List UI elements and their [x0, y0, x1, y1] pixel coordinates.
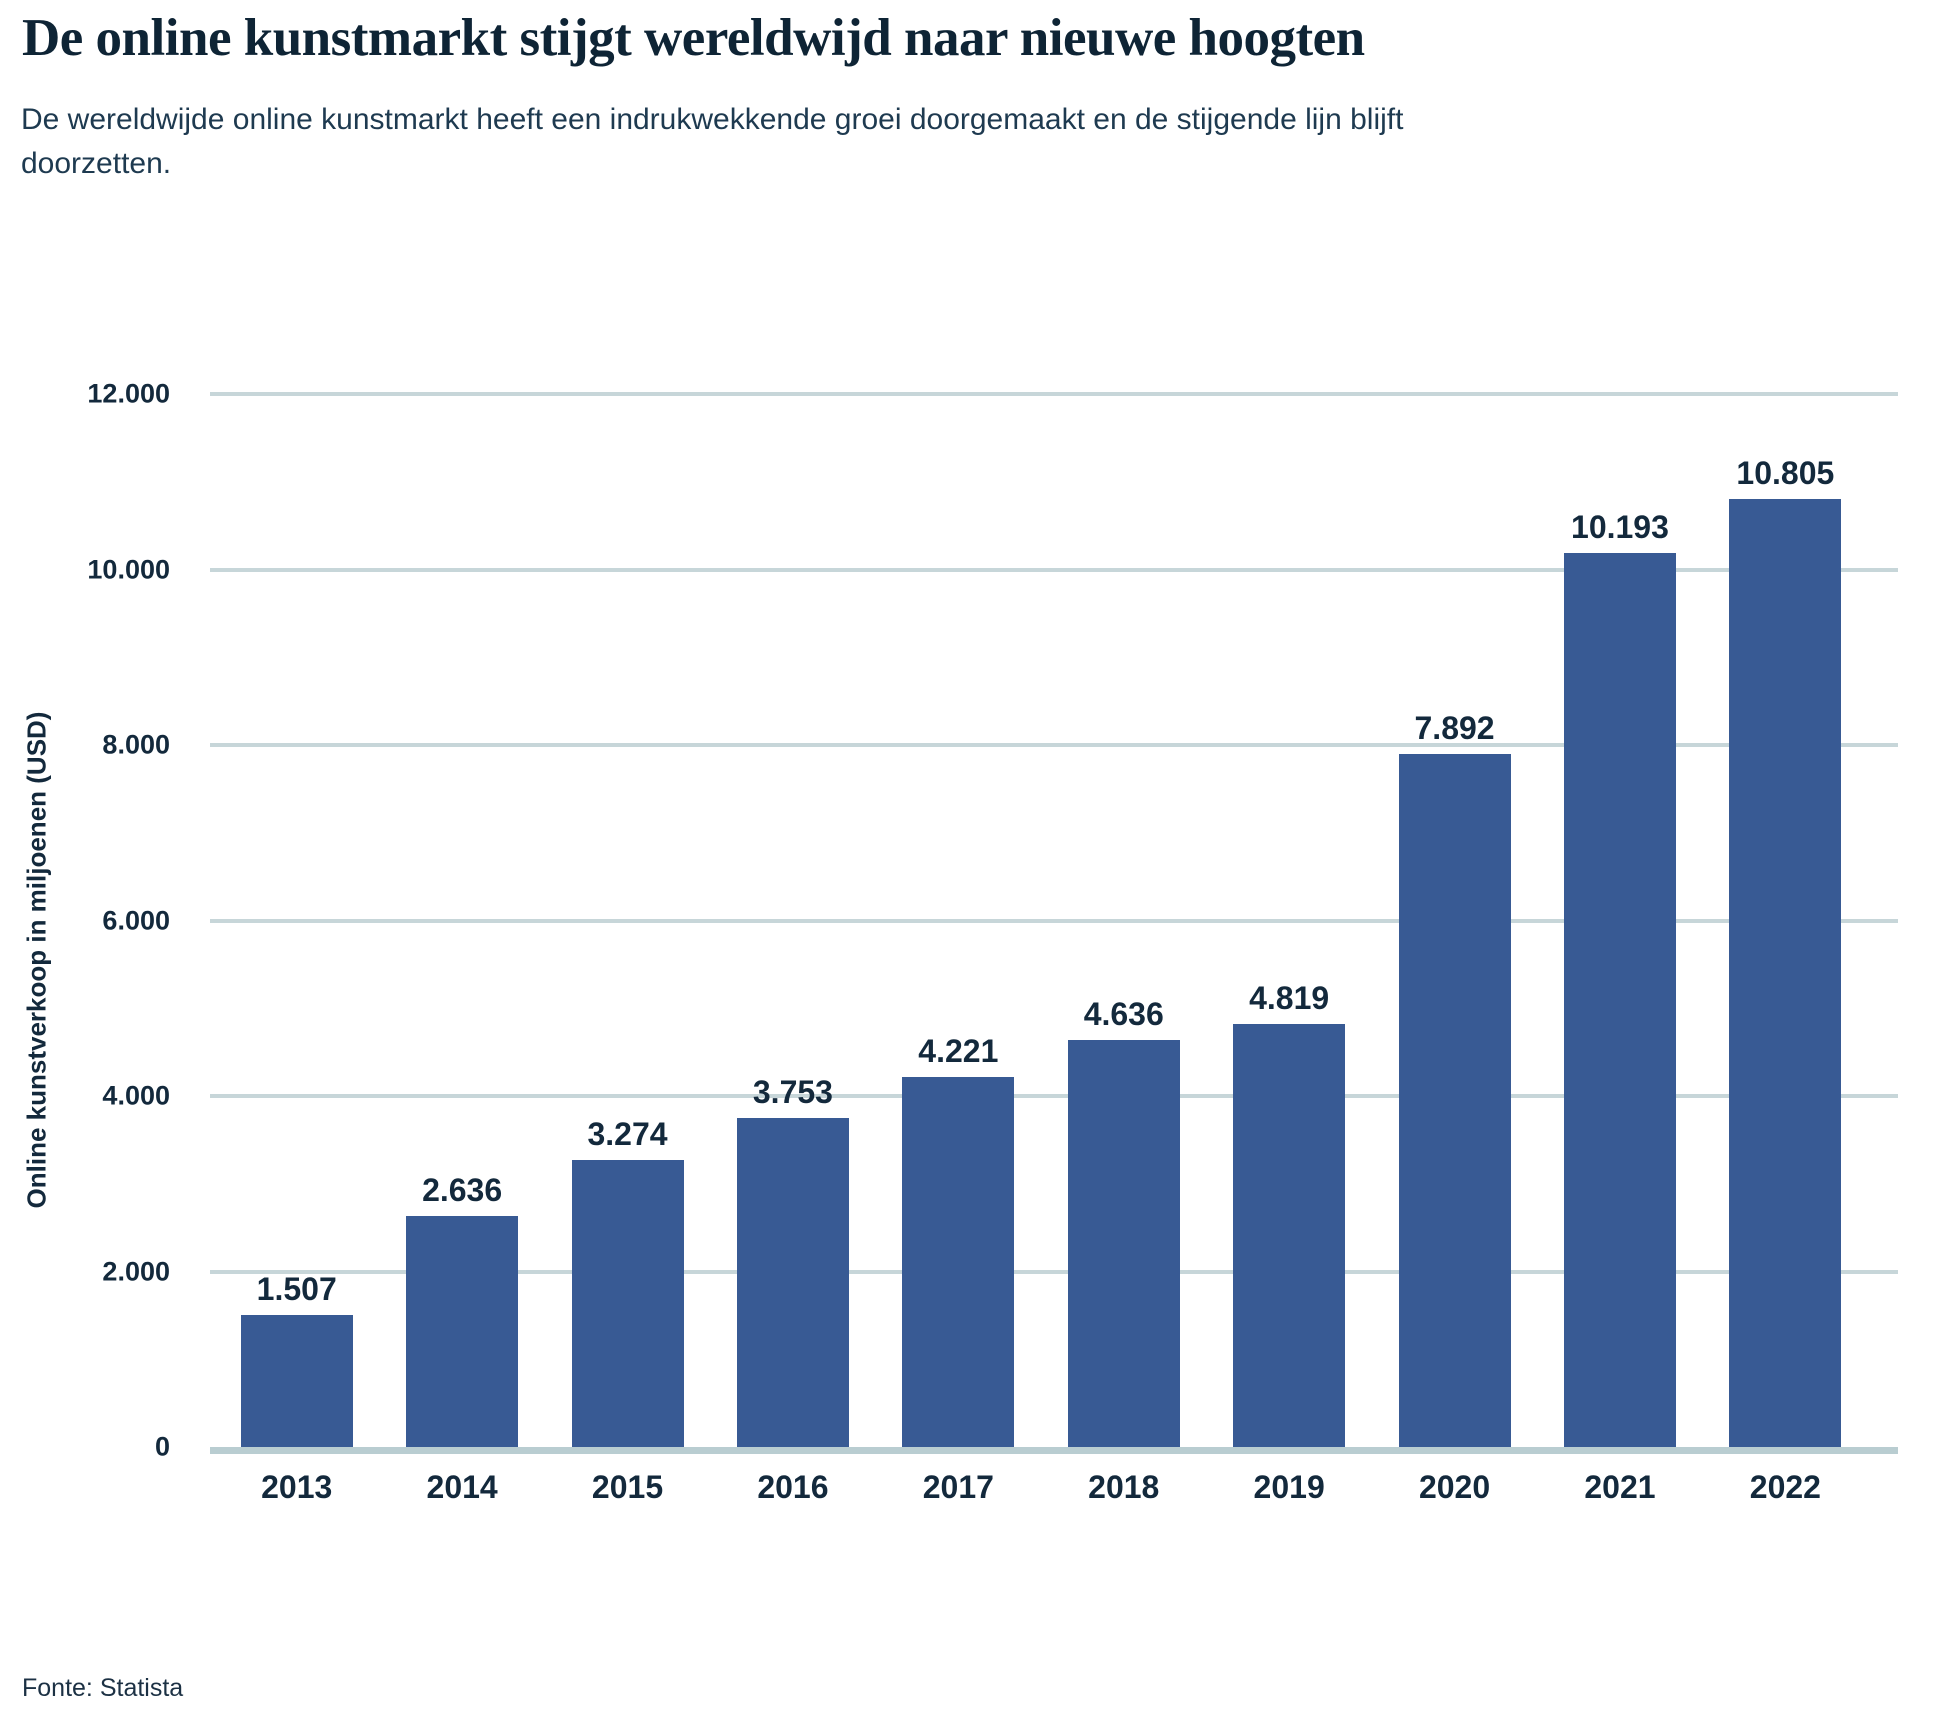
bar-column-2017 — [876, 394, 1041, 1447]
bar-2018 — [1068, 1040, 1180, 1447]
x-axis-label-2022: 2022 — [1749, 1469, 1821, 1505]
x-axis-label-2013: 2013 — [261, 1469, 333, 1505]
x-axis-label-2017: 2017 — [922, 1469, 994, 1505]
y-tick-label: 12.000 — [87, 378, 170, 409]
bar-value-label: 1.507 — [256, 1270, 337, 1307]
bar-2020 — [1399, 754, 1511, 1447]
y-tick-label: 10.000 — [87, 554, 170, 584]
bar-value-label: 4.636 — [1083, 996, 1164, 1033]
bar-2014 — [406, 1216, 518, 1447]
x-axis-label-2020: 2020 — [1418, 1469, 1491, 1505]
bar-value-label: 10.193 — [1571, 508, 1669, 545]
bar-column-2020 — [1372, 394, 1537, 1447]
y-tick-label: 2.000 — [102, 1256, 170, 1286]
x-axis-label-2016: 2016 — [757, 1469, 829, 1505]
x-axis-label-2015: 2015 — [591, 1469, 664, 1505]
bar-column-2016 — [710, 394, 875, 1447]
bar-2021 — [1564, 553, 1676, 1447]
bar-2013 — [241, 1315, 353, 1447]
bar-2019 — [1233, 1024, 1345, 1447]
x-axis-label-2018: 2018 — [1088, 1469, 1160, 1505]
bar-column-2015 — [545, 394, 710, 1447]
bar-column-2018 — [1041, 394, 1206, 1447]
chart-title: De online kunstmarkt stijgt wereldwijd naar nieuwe hoogten — [22, 9, 1365, 67]
bar-2015 — [572, 1160, 684, 1447]
bar-column-2022 — [1703, 394, 1868, 1447]
bar-column-2013 — [214, 394, 379, 1447]
source-note: Fonte: Statista — [22, 1674, 184, 1702]
y-tick-label: 6.000 — [102, 905, 170, 935]
bar-column-2021 — [1537, 394, 1702, 1447]
bar-column-2019 — [1206, 394, 1371, 1447]
x-axis-baseline — [210, 1447, 1898, 1454]
bar-value-label: 3.753 — [752, 1073, 833, 1110]
x-axis-label-2021: 2021 — [1584, 1469, 1656, 1505]
x-axis-label-2019: 2019 — [1253, 1469, 1325, 1505]
bar-value-label: 4.221 — [918, 1032, 999, 1069]
bar-value-label: 10.805 — [1736, 454, 1835, 491]
bar-value-label: 4.819 — [1249, 980, 1330, 1017]
bar-value-label: 7.892 — [1414, 710, 1495, 747]
bar-2017 — [902, 1077, 1014, 1447]
y-tick-label: 0 — [154, 1431, 170, 1462]
bar-2022 — [1729, 499, 1841, 1447]
bar-column-2014 — [379, 394, 544, 1447]
y-tick-label: 8.000 — [102, 729, 170, 760]
bar-value-label: 2.636 — [422, 1171, 503, 1208]
y-axis-title: Online kunstverkoop in miljoenen (USD) — [21, 711, 52, 1209]
bar-columns — [214, 394, 1868, 1447]
x-axis-labels — [214, 1469, 1868, 1506]
y-tick-label: 4.000 — [102, 1080, 170, 1111]
x-axis-label-2014: 2014 — [426, 1469, 498, 1505]
bar-value-label: 3.274 — [587, 1115, 668, 1152]
bar-2016 — [737, 1118, 849, 1447]
chart-subtitle: De wereldwijde online kunstmarkt heeft een indrukwekkende groei doorgemaakt en de stijgende lijn blijft doorzetten. — [21, 103, 1404, 180]
plot-area — [87, 378, 1898, 1505]
